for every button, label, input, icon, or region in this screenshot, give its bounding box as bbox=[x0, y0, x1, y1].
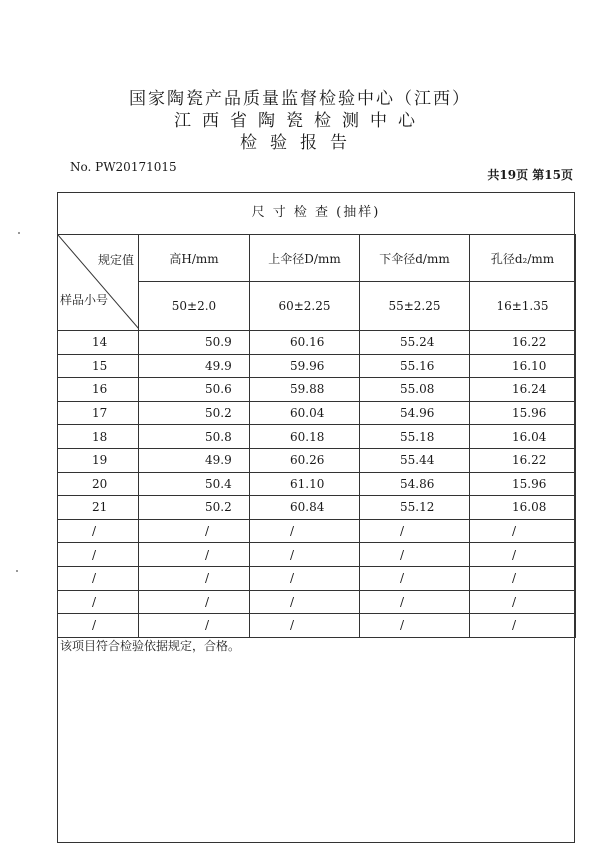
measurement-cell: / bbox=[250, 590, 360, 614]
measurement-cell: 16.22 bbox=[470, 448, 576, 472]
measurement-cell: 54.86 bbox=[360, 472, 470, 496]
table-row bbox=[58, 378, 576, 402]
measurement-cell: / bbox=[139, 566, 250, 590]
measurement-cell: / bbox=[139, 543, 250, 567]
table-row bbox=[58, 448, 576, 472]
table-row bbox=[58, 331, 576, 355]
measurement-cell: / bbox=[360, 543, 470, 567]
measurement-cell: 50.6 bbox=[139, 378, 250, 402]
sample-no-cell: 16 bbox=[58, 378, 139, 402]
measurement-cell: / bbox=[250, 543, 360, 567]
table-row bbox=[58, 496, 576, 520]
measurement-cell: 60.16 bbox=[250, 331, 360, 355]
scan-speck bbox=[16, 570, 18, 572]
spec-lower-diameter: 55±2.25 bbox=[360, 282, 470, 331]
report-title: 检验报告 bbox=[240, 133, 360, 153]
measurement-cell: 16.22 bbox=[470, 331, 576, 355]
measurement-cell: / bbox=[250, 566, 360, 590]
sample-no-cell: / bbox=[58, 614, 139, 638]
measurement-cell: 55.12 bbox=[360, 496, 470, 520]
col-header-hole-diameter: 孔径d₂/mm bbox=[470, 235, 576, 282]
page-indicator: 共19页 第15页 bbox=[487, 168, 573, 182]
measurement-cell: / bbox=[470, 566, 576, 590]
measurement-cell: / bbox=[470, 590, 576, 614]
conclusion-text: 该项目符合检验依据规定，合格。 bbox=[60, 639, 241, 653]
table-row bbox=[58, 614, 576, 638]
measurement-cell: / bbox=[139, 519, 250, 543]
measurement-cell: 61.10 bbox=[250, 472, 360, 496]
sample-no-cell: 18 bbox=[58, 425, 139, 449]
table-row bbox=[58, 354, 576, 378]
dimension-table bbox=[57, 234, 576, 638]
table-row bbox=[58, 519, 576, 543]
table-row bbox=[58, 543, 576, 567]
measurement-cell: 54.96 bbox=[360, 401, 470, 425]
table-row bbox=[58, 590, 576, 614]
center-subname-line: 江西省陶瓷检测中心 bbox=[174, 111, 426, 131]
report-number: No. PW20171015 bbox=[70, 160, 177, 174]
measurement-cell: 59.96 bbox=[250, 354, 360, 378]
measurement-cell: 50.8 bbox=[139, 425, 250, 449]
measurement-cell: 60.84 bbox=[250, 496, 360, 520]
measurement-cell: 55.44 bbox=[360, 448, 470, 472]
measurement-cell: 50.9 bbox=[139, 331, 250, 355]
measurement-cell: / bbox=[470, 614, 576, 638]
sample-no-label: 样品小号 bbox=[60, 293, 109, 307]
spec-label: 规定值 bbox=[97, 253, 134, 267]
measurement-cell: / bbox=[470, 543, 576, 567]
measurement-cell: 50.2 bbox=[139, 496, 250, 520]
sample-no-cell: 14 bbox=[58, 331, 139, 355]
col-header-height: 高H/mm bbox=[139, 235, 250, 282]
sample-no-cell: 20 bbox=[58, 472, 139, 496]
table-caption: 尺 寸 检 查 (抽样) bbox=[251, 205, 381, 220]
measurement-cell: 50.2 bbox=[139, 401, 250, 425]
measurement-cell: 55.16 bbox=[360, 354, 470, 378]
measurement-cell: 49.9 bbox=[139, 448, 250, 472]
measurement-cell: 60.26 bbox=[250, 448, 360, 472]
sample-no-cell: / bbox=[58, 566, 139, 590]
table-row bbox=[58, 566, 576, 590]
measurement-cell: 55.18 bbox=[360, 425, 470, 449]
measurement-cell: 16.08 bbox=[470, 496, 576, 520]
scan-speck bbox=[18, 232, 20, 234]
measurement-cell: / bbox=[139, 614, 250, 638]
measurement-cell: 15.96 bbox=[470, 472, 576, 496]
measurement-cell: 59.88 bbox=[250, 378, 360, 402]
measurement-cell: 60.18 bbox=[250, 425, 360, 449]
col-header-upper-diameter: 上伞径D/mm bbox=[250, 235, 360, 282]
measurement-cell: 60.04 bbox=[250, 401, 360, 425]
corner-cell bbox=[58, 235, 139, 331]
diagonal-line bbox=[58, 235, 139, 329]
measurement-cell: 49.9 bbox=[139, 354, 250, 378]
measurement-cell: 55.24 bbox=[360, 331, 470, 355]
measurement-cell: / bbox=[360, 590, 470, 614]
sample-no-cell: 17 bbox=[58, 401, 139, 425]
measurement-cell: / bbox=[250, 614, 360, 638]
measurement-cell: / bbox=[360, 519, 470, 543]
measurement-cell: / bbox=[360, 566, 470, 590]
sample-no-cell: / bbox=[58, 519, 139, 543]
measurement-cell: 16.10 bbox=[470, 354, 576, 378]
sample-no-cell: / bbox=[58, 543, 139, 567]
measurement-cell: / bbox=[360, 614, 470, 638]
measurement-cell: / bbox=[470, 519, 576, 543]
spec-height: 50±2.0 bbox=[139, 282, 250, 331]
table-row bbox=[58, 425, 576, 449]
col-header-lower-diameter: 下伞径d/mm bbox=[360, 235, 470, 282]
spec-upper-diameter: 60±2.25 bbox=[250, 282, 360, 331]
measurement-cell: 50.4 bbox=[139, 472, 250, 496]
table-row bbox=[58, 401, 576, 425]
center-name-line: 国家陶瓷产品质量监督检验中心（江西） bbox=[129, 89, 471, 109]
measurement-cell: / bbox=[139, 590, 250, 614]
measurement-cell: / bbox=[250, 519, 360, 543]
sample-no-cell: 19 bbox=[58, 448, 139, 472]
header-row bbox=[58, 235, 576, 282]
spec-hole-diameter: 16±1.35 bbox=[470, 282, 576, 331]
measurement-cell: 15.96 bbox=[470, 401, 576, 425]
table-row bbox=[58, 472, 576, 496]
sample-no-cell: / bbox=[58, 590, 139, 614]
sample-no-cell: 15 bbox=[58, 354, 139, 378]
measurement-cell: 16.24 bbox=[470, 378, 576, 402]
measurement-cell: 16.04 bbox=[470, 425, 576, 449]
sample-no-cell: 21 bbox=[58, 496, 139, 520]
measurement-cell: 55.08 bbox=[360, 378, 470, 402]
